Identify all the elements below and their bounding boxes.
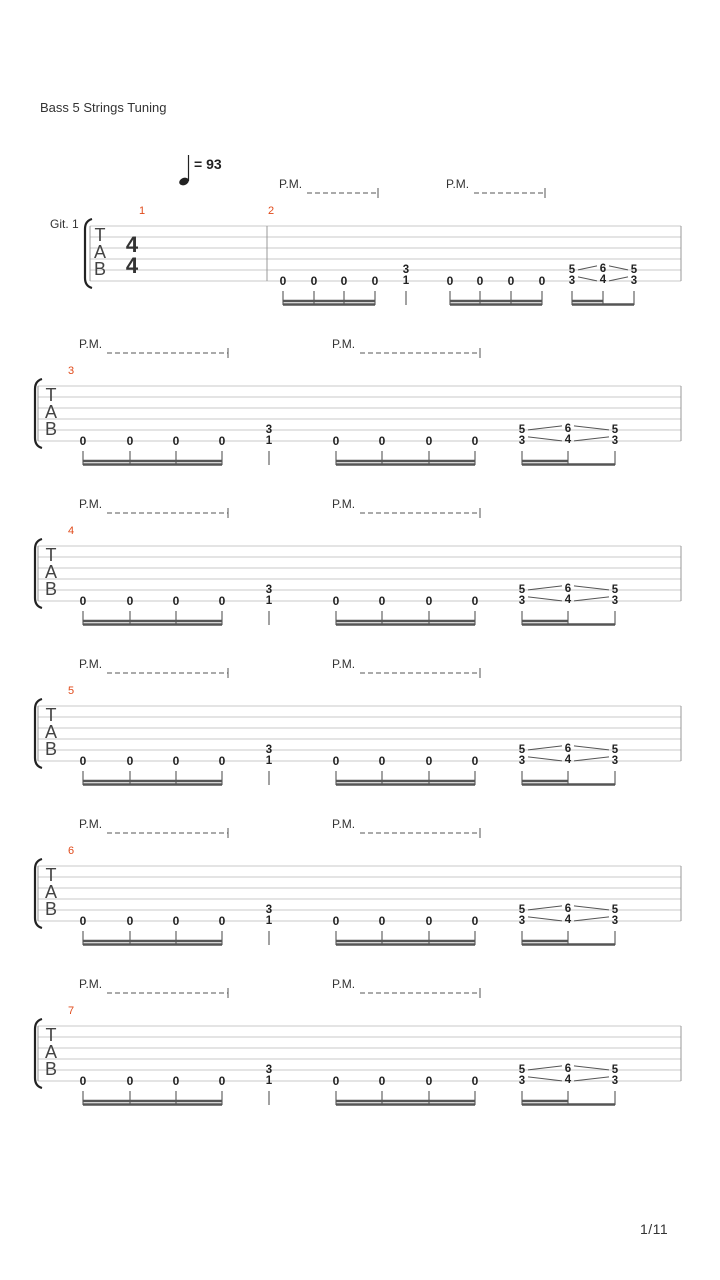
palm-mute-label: P.M. <box>332 337 356 351</box>
fret-number: 0 <box>378 434 386 448</box>
fret-number: 5 <box>518 903 526 916</box>
slide-line <box>609 277 628 281</box>
fret-number: 4 <box>599 273 607 286</box>
fret-number: 0 <box>425 434 433 448</box>
fret-number: 4 <box>564 433 572 446</box>
fret-number: 4 <box>564 913 572 926</box>
fret-number: 0 <box>378 594 386 608</box>
fret-number: 0 <box>79 914 87 928</box>
fret-number: 0 <box>126 914 134 928</box>
slide-line <box>528 437 562 441</box>
slide-line <box>574 746 609 750</box>
slide-line <box>609 266 628 270</box>
tempo-value: = 93 <box>194 156 222 172</box>
slide-line <box>528 586 562 590</box>
tab-clef-letter: A <box>44 1042 58 1062</box>
tab-clef-letter: B <box>44 899 58 919</box>
measure-number: 5 <box>67 685 75 697</box>
measure-number: 4 <box>67 525 75 537</box>
measure-number: 7 <box>67 1005 75 1017</box>
palm-mute-label: P.M. <box>79 657 103 671</box>
fret-number: 3 <box>518 754 526 767</box>
fret-number: 3 <box>518 1074 526 1087</box>
fret-number: 0 <box>332 594 340 608</box>
palm-mute-label: P.M. <box>79 337 103 351</box>
fret-number: 1 <box>265 1074 273 1087</box>
fret-number: 3 <box>630 274 638 287</box>
palm-mute-label: P.M. <box>79 817 103 831</box>
fret-number: 0 <box>172 914 180 928</box>
palm-mute-label: P.M. <box>279 177 303 191</box>
fret-number: 0 <box>310 274 318 288</box>
fret-number: 5 <box>630 263 638 276</box>
measure-number: 3 <box>67 365 75 377</box>
tab-clef-letter: T <box>94 225 106 245</box>
fret-number: 0 <box>218 434 226 448</box>
slide-line <box>574 906 609 910</box>
fret-number: 0 <box>446 274 454 288</box>
fret-number: 0 <box>378 914 386 928</box>
fret-number: 0 <box>378 1074 386 1088</box>
tab-clef-letter: B <box>93 259 107 279</box>
slide-line <box>528 1077 562 1081</box>
fret-number: 6 <box>564 582 572 595</box>
fret-number: 1 <box>265 434 273 447</box>
tab-clef-letter: T <box>45 545 57 565</box>
fret-number: 0 <box>218 914 226 928</box>
palm-mute-label: P.M. <box>79 497 103 511</box>
fret-number: 0 <box>507 274 515 288</box>
fret-number: 3 <box>265 743 273 756</box>
slide-line <box>574 426 609 430</box>
fret-number: 3 <box>611 594 619 607</box>
fret-number: 0 <box>79 754 87 768</box>
slide-line <box>528 597 562 601</box>
tab-clef-letter: B <box>44 1059 58 1079</box>
palm-mute-label: P.M. <box>332 497 356 511</box>
fret-number: 5 <box>611 1063 619 1076</box>
fret-number: 6 <box>599 262 607 275</box>
slide-line <box>528 906 562 910</box>
fret-number: 0 <box>126 434 134 448</box>
fret-number: 0 <box>340 274 348 288</box>
fret-number: 3 <box>265 903 273 916</box>
tab-clef-letter: T <box>45 865 57 885</box>
fret-number: 3 <box>265 423 273 436</box>
fret-number: 6 <box>564 742 572 755</box>
fret-number: 0 <box>471 1074 479 1088</box>
fret-number: 3 <box>265 583 273 596</box>
tab-clef-letter: A <box>44 882 58 902</box>
fret-number: 0 <box>378 754 386 768</box>
tab-clef-letter: B <box>44 419 58 439</box>
fret-number: 5 <box>611 903 619 916</box>
tab-clef-letter: T <box>45 1025 57 1045</box>
fret-number: 3 <box>611 914 619 927</box>
instrument-label: Git. 1 <box>50 217 79 231</box>
fret-number: 0 <box>476 274 484 288</box>
fret-number: 0 <box>79 434 87 448</box>
fret-number: 0 <box>126 754 134 768</box>
slide-line <box>528 757 562 761</box>
slide-line <box>528 917 562 921</box>
fret-number: 4 <box>564 1073 572 1086</box>
measure-number: 1 <box>138 205 146 217</box>
slide-line <box>578 266 597 270</box>
tab-clef-letter: A <box>93 242 107 262</box>
slide-line <box>574 1077 609 1081</box>
slide-line <box>528 1066 562 1070</box>
fret-number: 5 <box>518 583 526 596</box>
slide-line <box>578 277 597 281</box>
fret-number: 5 <box>518 423 526 436</box>
fret-number: 4 <box>564 593 572 606</box>
fret-number: 0 <box>218 1074 226 1088</box>
fret-number: 0 <box>126 1074 134 1088</box>
slide-line <box>574 597 609 601</box>
measure-number: 6 <box>67 845 75 857</box>
tab-clef-letter: A <box>44 402 58 422</box>
tab-clef-letter: A <box>44 722 58 742</box>
fret-number: 0 <box>218 754 226 768</box>
fret-number: 0 <box>471 594 479 608</box>
fret-number: 6 <box>564 422 572 435</box>
fret-number: 0 <box>471 754 479 768</box>
palm-mute-label: P.M. <box>332 657 356 671</box>
fret-number: 0 <box>371 274 379 288</box>
palm-mute-label: P.M. <box>79 977 103 991</box>
fret-number: 5 <box>568 263 576 276</box>
slide-line <box>528 746 562 750</box>
fret-number: 1 <box>265 754 273 767</box>
fret-number: 0 <box>425 754 433 768</box>
fret-number: 0 <box>172 754 180 768</box>
fret-number: 0 <box>172 1074 180 1088</box>
tab-clef-letter: A <box>44 562 58 582</box>
fret-number: 5 <box>611 423 619 436</box>
fret-number: 0 <box>538 274 546 288</box>
fret-number: 0 <box>332 434 340 448</box>
fret-number: 3 <box>518 434 526 447</box>
slide-line <box>574 586 609 590</box>
time-signature-top: 4 <box>125 232 139 257</box>
fret-number: 4 <box>564 753 572 766</box>
palm-mute-label: P.M. <box>332 977 356 991</box>
fret-number: 5 <box>611 743 619 756</box>
measure-number: 2 <box>267 205 275 217</box>
fret-number: 5 <box>611 583 619 596</box>
tab-clef-letter: B <box>44 739 58 759</box>
tab-clef-letter: T <box>45 385 57 405</box>
slide-line <box>574 917 609 921</box>
fret-number: 0 <box>332 1074 340 1088</box>
fret-number: 1 <box>402 274 410 287</box>
fret-number: 3 <box>265 1063 273 1076</box>
fret-number: 0 <box>425 914 433 928</box>
fret-number: 1 <box>265 914 273 927</box>
fret-number: 0 <box>172 434 180 448</box>
fret-number: 5 <box>518 743 526 756</box>
palm-mute-label: P.M. <box>446 177 470 191</box>
slide-line <box>574 757 609 761</box>
fret-number: 3 <box>518 914 526 927</box>
fret-number: 0 <box>218 594 226 608</box>
fret-number: 0 <box>425 594 433 608</box>
slide-line <box>574 437 609 441</box>
fret-number: 3 <box>611 434 619 447</box>
fret-number: 0 <box>79 1074 87 1088</box>
slide-line <box>528 426 562 430</box>
fret-number: 3 <box>611 754 619 767</box>
fret-number: 3 <box>402 263 410 276</box>
palm-mute-label: P.M. <box>332 817 356 831</box>
fret-number: 0 <box>471 914 479 928</box>
fret-number: 6 <box>564 902 572 915</box>
fret-number: 0 <box>425 1074 433 1088</box>
fret-number: 3 <box>518 594 526 607</box>
time-signature-bottom: 4 <box>125 253 139 278</box>
page-number: 1/11 <box>640 1221 669 1237</box>
fret-number: 6 <box>564 1062 572 1075</box>
fret-number: 0 <box>172 594 180 608</box>
fret-number: 0 <box>126 594 134 608</box>
tuning-label: Bass 5 Strings Tuning <box>40 100 167 115</box>
system-bracket <box>85 219 92 288</box>
slide-line <box>574 1066 609 1070</box>
fret-number: 0 <box>279 274 287 288</box>
fret-number: 5 <box>518 1063 526 1076</box>
fret-number: 0 <box>79 594 87 608</box>
tab-clef-letter: T <box>45 705 57 725</box>
fret-number: 3 <box>568 274 576 287</box>
fret-number: 0 <box>332 754 340 768</box>
fret-number: 0 <box>332 914 340 928</box>
fret-number: 0 <box>471 434 479 448</box>
tab-clef-letter: B <box>44 579 58 599</box>
fret-number: 3 <box>611 1074 619 1087</box>
fret-number: 1 <box>265 594 273 607</box>
